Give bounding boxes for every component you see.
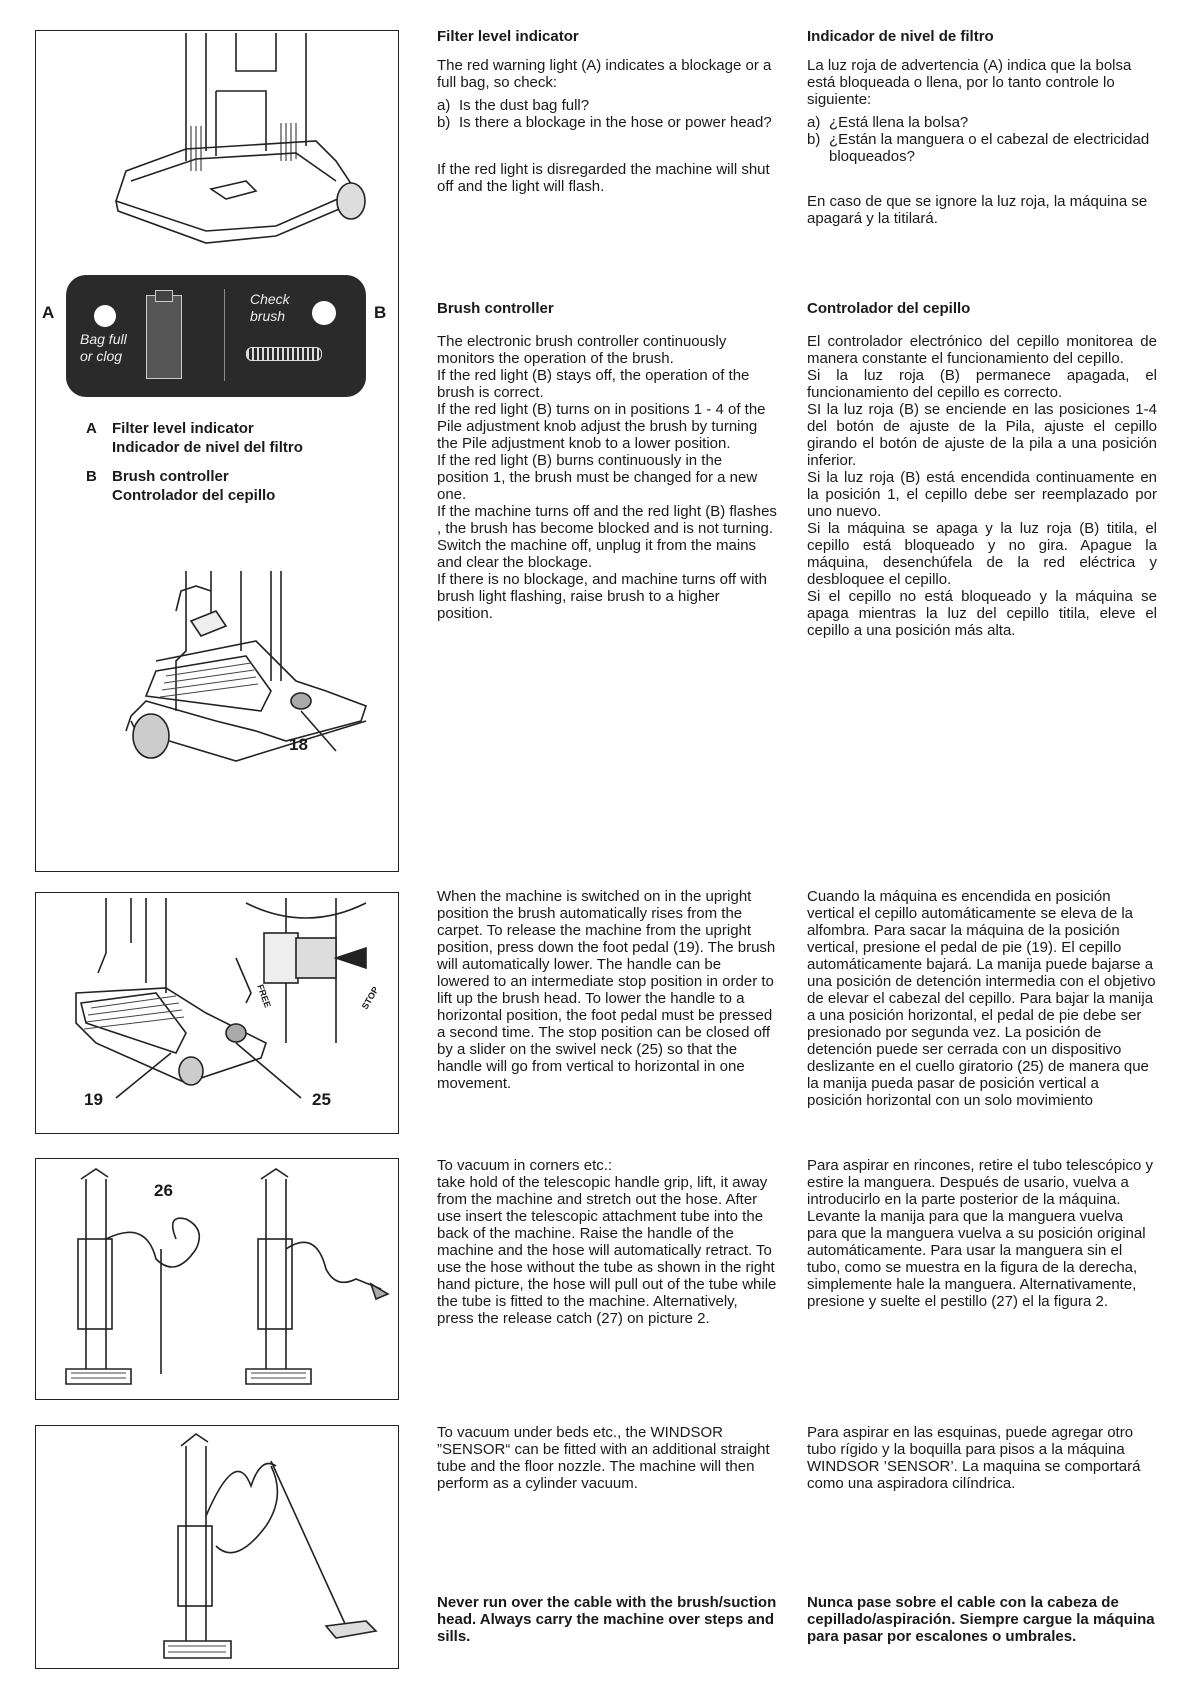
callout-19: 19: [84, 1090, 103, 1109]
panel-legend: [86, 419, 303, 515]
free-label: FREE: [255, 983, 273, 1009]
brush-line-en-6: If there is no blockage, and machine turns off with brush light flashing, raise brush to a higher position.: [437, 571, 767, 622]
callout-26: 26: [154, 1181, 173, 1200]
control-panel: [66, 275, 366, 397]
floor-nozzle-illustration: [36, 1426, 398, 1668]
brush-title-es: Controlador del cepillo: [807, 300, 971, 317]
filter-check-b-es: b) ¿Están la manguera o el cabezal de electricidad bloqueados?: [807, 131, 1150, 165]
brush-line-es-3: SI la luz roja (B) se enciende en las posiciones 1-4 del botón de ajuste de la Pila, ajuste el cepillo girando el botón de ajuste de la pila a una posición inferior.: [807, 401, 1157, 469]
corners-text-es: Para aspirar en rincones, retire el tubo telescópico y estire la manguera. Después de usario, vuelva a introducirlo en la parte posterior de la máquina. Levante la manija para que la manguera vuelva para que la manguera vuelva a su posición original automáticamente. Para usar la manguera sin el tubo, como se muestra en la figura de la derecha, simplemente hale la manguera. Alternativamente, presione y suelte el pestillo (27) el la figura 2.: [807, 1157, 1154, 1310]
warning-text-en: Never run over the cable with the brush/suction head. Always carry the machine over steps and sills.: [437, 1594, 777, 1645]
brush-line-es-4: Si la luz roja (B) está encendida continuamente en la posición 1, el cepillo debe ser reemplazado por uno nuevo.: [807, 469, 1157, 520]
brush-section-es: [807, 300, 1157, 639]
beds-text-es: Para aspirar en las esquinas, puede agregar otro tubo rígido y la boquilla para pisos a la máquina WINDSOR ’SENSOR’. La maquina se comportará como una aspiradora cilíndrica.: [807, 1424, 1141, 1492]
figure-frame-hose: [35, 1158, 399, 1400]
brush-line-es-1: El controlador electrónico del cepillo monitorea de manera constante el funcionamiento del cepillo.: [807, 333, 1157, 367]
corners-body-en: take hold of the telescopic handle grip, lift, it away from the machine and stretch out the hose. After use insert the telescopic attachment tube into the back of the machine. Raise the handle of the machine and the hose will automatically retract. To use the hose without the tube as shown in the right hand picture, the hose will pull out of the tube while the tube is fitted to the machine. Alternatively, press the release catch (27) on picture 2.: [437, 1174, 777, 1327]
hose-illustration: [36, 1159, 398, 1399]
dust-bag-icon: [146, 295, 182, 379]
vacuum-head-illustration: [36, 31, 398, 271]
figure-frame-floor-nozzle: [35, 1425, 399, 1669]
brush-line-en-1: The electronic brush controller continuously monitors the operation of the brush.: [437, 333, 727, 367]
indicator-light-b: [312, 301, 336, 325]
panel-letter-a: A: [42, 303, 55, 322]
filter-check-a-es: a) ¿Está llena la bolsa?: [807, 114, 969, 131]
brush-line-es-6: Si el cepillo no está bloqueado y la máquina se apaga mientras la luz del cepillo titila, eleve el cepillo a una posición más alta.: [807, 588, 1157, 639]
upright-text-es: Cuando la máquina es encendida en posición vertical el cepillo automáticamente se eleva de la alfombra. Para sacar la máquina de la posición vertical, presione el pedal de pie (19). El cepillo automáticamente bajará. La manija puede bajarse a una posición de detención intermedia con el objetivo de elevar el cabezal del cepillo. Para bajar la manija a una posición horizontal, el pedal de pie debe ser presionado por segunda vez. La posición de detención puede ser cerrada con un dispositivo deslizante en el cuello giratorio (25) de manera que la manija pueda pasar de posición vertical a posición horizontal con un solo movimiento: [807, 888, 1156, 1109]
callout-18: 18: [289, 735, 308, 754]
stop-label: STOP: [359, 984, 381, 1012]
legend-a-en: Filter level indicator: [112, 420, 254, 437]
brush-roller-icon: [246, 347, 322, 361]
panel-letter-b: B: [374, 303, 387, 322]
filter-title-es: Indicador de nivel de filtro: [807, 28, 994, 45]
filter-check-a-en: a) Is the dust bag full?: [437, 97, 590, 114]
bag-full-label: Bag full or clog: [80, 331, 127, 364]
brush-line-es-2: Si la luz roja (B) permanece apagada, el funcionamiento del cepillo es correcto.: [807, 367, 1157, 401]
legend-b-en: Brush controller: [112, 468, 229, 485]
brush-line-en-4: If the red light (B) burns continuously in the position 1, the brush must be changed for a new one.: [437, 452, 758, 503]
filter-section-es: [807, 28, 1157, 227]
panel-divider: [224, 289, 225, 381]
brush-line-en-3: If the red light (B) turns on in positions 1 - 4 of the Pile adjustment knob adjust the brush by turning the Pile adjustment knob to a lower position.: [437, 401, 766, 452]
check-brush-label: Check brush: [250, 291, 290, 324]
callout-25: 25: [312, 1090, 331, 1109]
brush-line-en-2: If the red light (B) stays off, the operation of the brush is correct.: [437, 367, 750, 401]
legend-key-b: B: [86, 468, 97, 485]
corners-lead-en: To vacuum in corners etc.:: [437, 1157, 613, 1174]
filter-check-b-en: b) Is there a blockage in the hose or power head?: [437, 114, 772, 131]
indicator-light-a: [94, 305, 116, 327]
brush-line-es-5: Si la máquina se apaga y la luz roja (B) titila, el cepillo está bloqueado y no gira. Apague la máquina, desenchúfela de la red eléctrica y desbloquee el cepillo.: [807, 520, 1157, 588]
legend-key-a: A: [86, 420, 97, 437]
filter-intro-es: La luz roja de advertencia (A) indica que la bolsa está bloqueada o llena, por lo tanto controle lo siguiente:: [807, 57, 1132, 108]
vacuum-base-illustration: [36, 571, 398, 871]
filter-section-en: [437, 28, 777, 195]
filter-title-en: Filter level indicator: [437, 28, 579, 45]
legend-b-es: Controlador del cepillo: [112, 487, 276, 504]
filter-note-es: En caso de que se ignore la luz roja, la máquina se apagará y la titilará.: [807, 193, 1148, 227]
corners-text-en: [437, 1157, 777, 1327]
filter-note-en: If the red light is disregarded the machine will shut off and the light will flash.: [437, 161, 770, 195]
brush-section-en: [437, 300, 777, 622]
filter-intro-en: The red warning light (A) indicates a blockage or a full bag, so check:: [437, 57, 772, 91]
figure-frame-foot-pedal: [35, 892, 399, 1134]
brush-line-en-5: If the machine turns off and the red light (B) flashes , the brush has become blocked and is not turning. Switch the machine off, unplug it from the mains and clear the blockage.: [437, 503, 777, 571]
warning-text-es: Nunca pase sobre el cable con la cabeza de cepillado/aspiración. Siempre cargue la máquina para pasar por escalones o umbrales.: [807, 1594, 1155, 1645]
beds-text-en: To vacuum under beds etc., the WINDSOR ”SENSOR“ can be fitted with an additional straight tube and the floor nozzle. The machine will then perform as a cylinder vacuum.: [437, 1424, 770, 1492]
figure-frame-indicators: [35, 30, 399, 872]
upright-text-en: When the machine is switched on in the upright position the brush automatically rises from the carpet. To release the machine from the upright position, press down the foot pedal (19). The brush will automatically lower. The handle can be lowered to an intermediate stop position in order to lift up the brush head. To lower the handle to a horizontal position, the foot pedal must be pressed a second time. The stop position can be closed off by a slider on the swivel neck (25) so that the handle will go from vertical to horizontal in one movement.: [437, 888, 776, 1092]
brush-title-en: Brush controller: [437, 300, 554, 317]
legend-a-es: Indicador de nivel del filtro: [112, 439, 303, 456]
